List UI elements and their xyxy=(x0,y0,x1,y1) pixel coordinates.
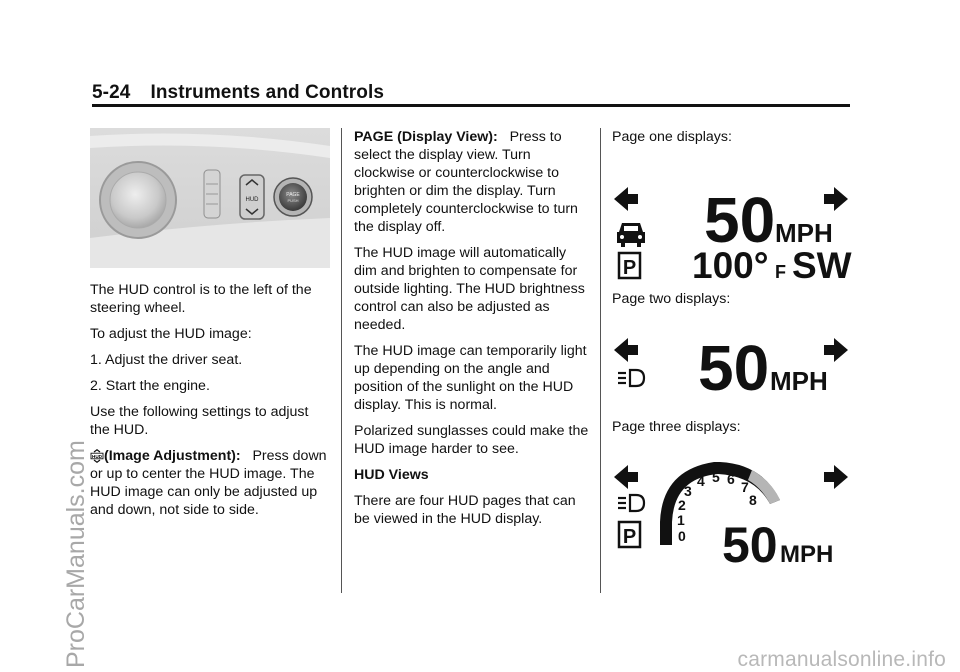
turn-left-icon xyxy=(614,338,638,362)
svg-text:HUD: HUD xyxy=(245,197,259,203)
side-watermark-text: ProCarManuals.com xyxy=(62,440,90,668)
outside-temp: 100° xyxy=(692,245,769,282)
turn-left-icon xyxy=(614,465,638,489)
image-adjustment-label: (Image Adjustment): xyxy=(104,448,241,464)
turn-left-icon xyxy=(614,187,638,211)
column-1 xyxy=(90,128,330,527)
svg-text:5: 5 xyxy=(712,469,720,485)
image-adjustment-text: Press down or up to center the HUD image. The HUD image can only be adjusted up and down, not side to side. xyxy=(90,448,327,518)
turn-right-icon xyxy=(824,187,848,211)
hud-views-text: There are four HUD pages that can be viewed in the HUD display. xyxy=(354,493,576,527)
svg-text:P: P xyxy=(622,526,637,548)
hud-control-photo xyxy=(90,128,330,268)
polarized-text: Polarized sunglasses could make the HUD image harder to see. xyxy=(354,423,589,457)
hud-location-text: The HUD control is to the left of the steering wheel. xyxy=(90,282,312,316)
svg-text:PAGE: PAGE xyxy=(286,192,300,198)
column-divider-1 xyxy=(341,128,342,593)
hud-page-two xyxy=(612,314,852,404)
svg-text:1: 1 xyxy=(677,512,685,528)
turn-right-icon xyxy=(824,465,848,489)
speed-value: 50 xyxy=(698,332,770,404)
svg-text:0: 0 xyxy=(678,528,686,544)
compass-heading: SW xyxy=(792,245,852,282)
page-button-label: PAGE (Display View): xyxy=(354,129,498,145)
park-gear-icon xyxy=(619,253,640,279)
svg-text:HUD: HUD xyxy=(92,453,102,459)
column-divider-2 xyxy=(600,128,601,593)
speed-value: 50 xyxy=(722,517,778,572)
auto-dim-text: The HUD image will automatically dim and brighten to compensate for outside lighting. The HUD brightness control can also be adjusted as needed. xyxy=(354,245,585,333)
turn-right-icon xyxy=(824,338,848,362)
hud-adjust-icon xyxy=(90,449,104,463)
speed-value: 50 xyxy=(704,184,776,256)
page-number: 5-24 xyxy=(92,82,131,103)
svg-text:4: 4 xyxy=(697,473,705,489)
page-two-caption: Page two displays: xyxy=(612,291,731,307)
column-2 xyxy=(354,128,589,536)
svg-text:P: P xyxy=(622,257,637,279)
bottom-watermark: carmanualsonline.info xyxy=(737,648,946,671)
page-button-text: Press to select the display view. Turn clockwise or counterclockwise to brighten or dim the display. Turn completely counterclockwise to turn the display off. xyxy=(354,129,578,235)
step-2: 2. Start the engine. xyxy=(90,378,210,394)
section-title: Instruments and Controls xyxy=(150,82,385,103)
step-1: 1. Adjust the driver seat. xyxy=(90,352,243,368)
column-3 xyxy=(612,128,852,572)
speed-unit: MPH xyxy=(775,218,833,248)
hud-views-heading: HUD Views xyxy=(354,467,429,483)
svg-text:8: 8 xyxy=(749,492,757,508)
page-one-caption: Page one displays: xyxy=(612,129,732,145)
svg-text:6: 6 xyxy=(727,471,735,487)
hud-page-one xyxy=(612,152,852,282)
header-rule xyxy=(92,104,850,107)
page-header xyxy=(92,82,384,104)
temp-unit: F xyxy=(775,262,786,282)
svg-text:7: 7 xyxy=(741,479,749,495)
headlamp-indicator-icon xyxy=(618,370,644,386)
page-button-paragraph xyxy=(354,128,589,236)
svg-text:2: 2 xyxy=(678,497,686,513)
hud-page-three xyxy=(612,442,852,572)
svg-text:3: 3 xyxy=(684,483,692,499)
svg-text:PUSH: PUSH xyxy=(287,198,299,203)
headlamp-indicator-icon xyxy=(618,495,644,511)
page-three-caption: Page three displays: xyxy=(612,419,741,435)
speed-unit: MPH xyxy=(780,541,834,568)
speed-unit: MPH xyxy=(770,366,828,396)
adjust-intro: To adjust the HUD image: xyxy=(90,326,252,342)
image-adjustment-paragraph xyxy=(90,447,330,519)
sunlight-text: The HUD image can temporarily light up depending on the angle and position of the sunlight on the HUD display. This is normal. xyxy=(354,343,587,413)
settings-intro: Use the following settings to adjust the HUD. xyxy=(90,404,309,438)
park-gear-icon xyxy=(619,522,640,548)
vehicle-ahead-icon xyxy=(617,223,645,247)
